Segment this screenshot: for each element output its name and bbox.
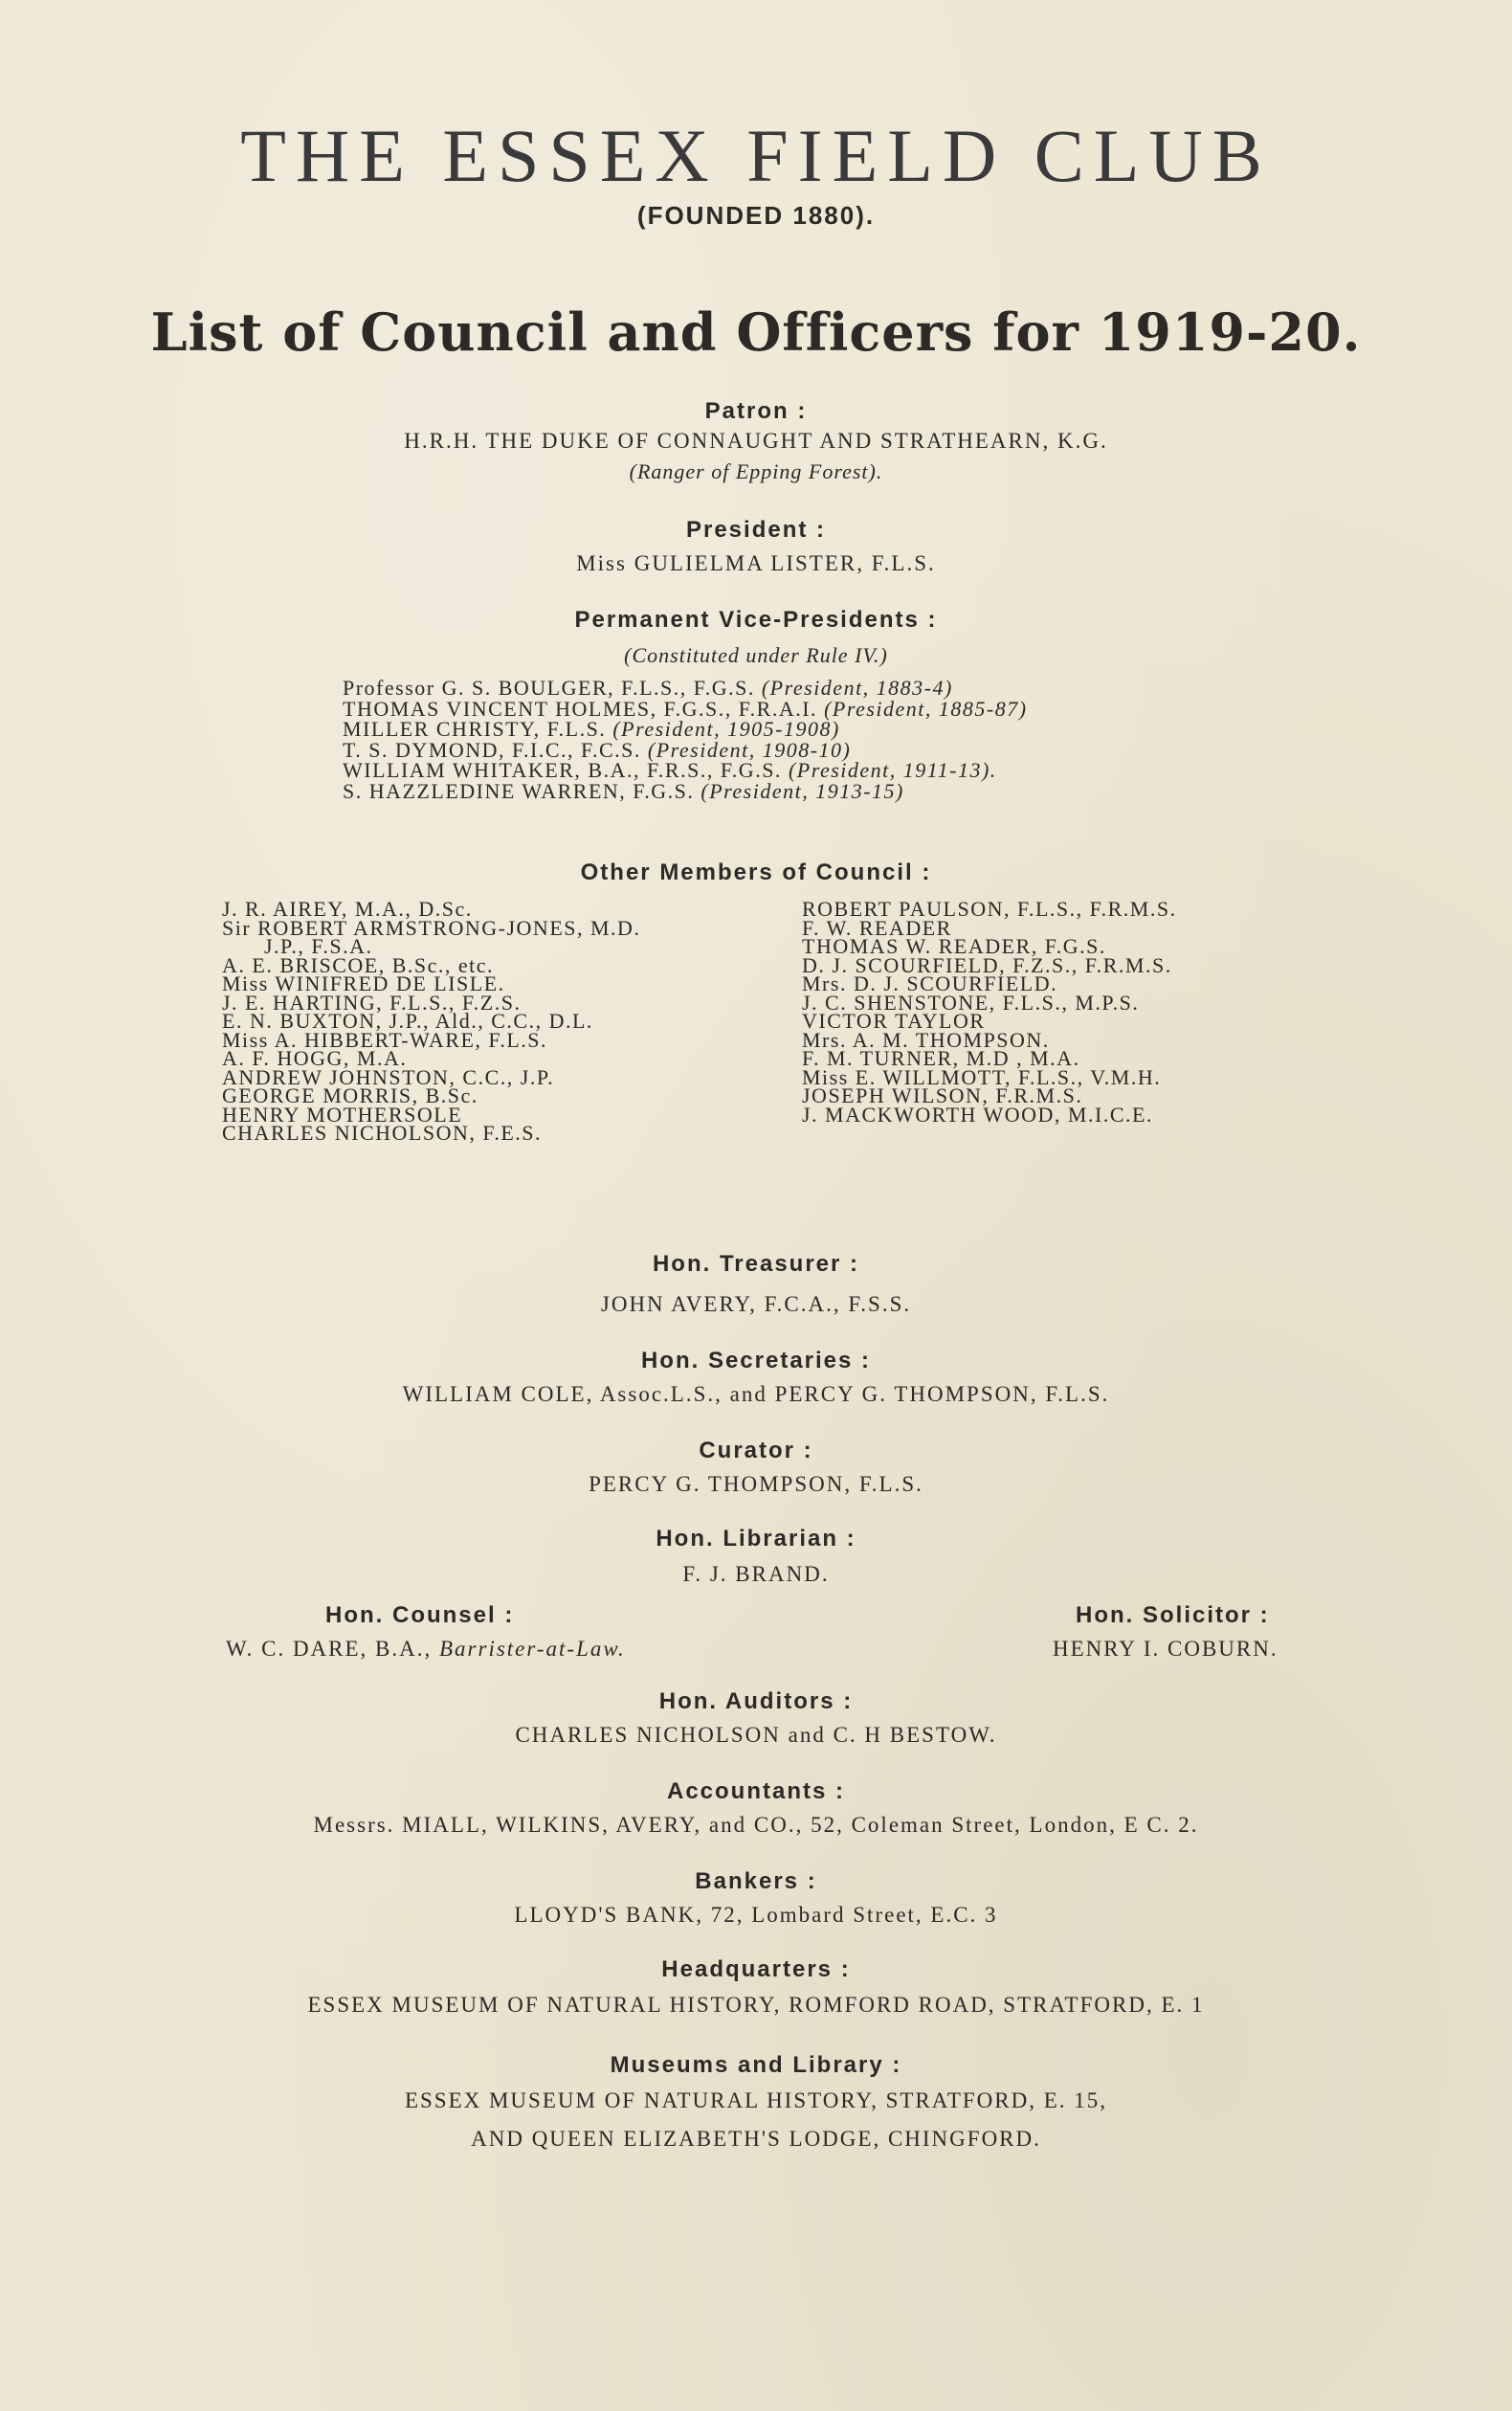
- list-item: A. F. HOGG, M.A.: [222, 1046, 408, 1070]
- counsel-heading: Hon. Counsel :: [325, 1602, 515, 1628]
- president-name: Miss GULIELMA LISTER, F.L.S.: [576, 551, 936, 575]
- president-heading: President :: [685, 517, 827, 543]
- patron-heading: Patron :: [704, 398, 808, 424]
- counsel-name: W. C. DARE, B.A., Barrister-at-Law.: [226, 1637, 626, 1661]
- list-item: E. N. BUXTON, J.P., Ald., C.C., D.L.: [222, 1009, 593, 1033]
- list-item: ANDREW JOHNSTON, C.C., J.P.: [222, 1064, 555, 1089]
- museums-line-2: AND QUEEN ELIZABETH'S LODGE, CHINGFORD.: [471, 2127, 1041, 2151]
- curator-name: PERCY G. THOMPSON, F.L.S.: [589, 1472, 923, 1496]
- list-item: D. J. SCOURFIELD, F.Z.S., F.R.M.S.: [802, 952, 1172, 977]
- list-item: Miss WINIFRED DE LISLE.: [222, 971, 505, 995]
- bankers-heading: Bankers :: [695, 1868, 817, 1894]
- librarian-heading: Hon. Librarian :: [656, 1526, 856, 1552]
- list-item: S. HAZZLEDINE WARREN, F.G.S. (President, 1913-15): [343, 778, 904, 803]
- list-item: Miss E. WILLMOTT, F.L.S., V.M.H.: [802, 1064, 1162, 1089]
- list-item: Miss A. HIBBERT-WARE, F.L.S.: [222, 1027, 548, 1052]
- list-item: JOSEPH WILSON, F.R.M.S.: [802, 1083, 1083, 1107]
- list-title: List of Council and Officers for 1919-20.: [150, 301, 1362, 363]
- treasurer-name: JOHN AVERY, F.C.A., F.S.S.: [600, 1292, 912, 1316]
- list-item: J. R. AIREY, M.A., D.Sc.: [222, 897, 473, 921]
- list-item: A. E. BRISCOE, B.Sc., etc.: [222, 952, 495, 977]
- list-item: Professor G. S. BOULGER, F.L.S., F.G.S. (President, 1883-4): [343, 676, 953, 700]
- list-item: Mrs. A. M. THOMPSON.: [802, 1027, 1050, 1052]
- secretaries-name: WILLIAM COLE, Assoc.L.S., and PERCY G. THOMPSON, F.L.S.: [402, 1382, 1110, 1406]
- founded-note: (FOUNDED 1880).: [636, 201, 876, 230]
- museums-heading: Museums and Library :: [610, 2052, 902, 2078]
- list-item: HENRY MOTHERSOLE: [222, 1102, 463, 1127]
- auditors-name: CHARLES NICHOLSON and C. H BESTOW.: [515, 1723, 997, 1747]
- vice-presidents-heading: Permanent Vice-Presidents :: [574, 607, 938, 633]
- vice-presidents-note: (Constituted under Rule IV.): [624, 643, 888, 667]
- list-item: J. MACKWORTH WOOD, M.I.C.E.: [802, 1102, 1153, 1127]
- auditors-heading: Hon. Auditors :: [658, 1688, 854, 1714]
- list-item: Mrs. D. J. SCOURFIELD.: [802, 971, 1058, 995]
- list-item: ROBERT PAULSON, F.L.S., F.R.M.S.: [802, 897, 1177, 921]
- curator-heading: Curator :: [699, 1438, 813, 1463]
- list-item: WILLIAM WHITAKER, B.A., F.R.S., F.G.S. (President, 1911-13).: [343, 758, 997, 782]
- treasurer-heading: Hon. Treasurer :: [652, 1251, 860, 1277]
- list-item: F. W. READER: [802, 915, 952, 940]
- list-item: J.P., F.S.A.: [264, 934, 373, 958]
- secretaries-heading: Hon. Secretaries :: [640, 1348, 872, 1373]
- solicitor-name: HENRY I. COBURN.: [1053, 1637, 1279, 1661]
- list-item: J. E. HARTING, F.L.S., F.Z.S.: [222, 990, 522, 1015]
- list-item: F. M. TURNER, M.D , M.A.: [802, 1046, 1080, 1070]
- list-item: THOMAS VINCENT HOLMES, F.G.S., F.R.A.I. (President, 1885-87): [343, 696, 1028, 721]
- solicitor-heading: Hon. Solicitor :: [1076, 1602, 1270, 1628]
- museums-line-1: ESSEX MUSEUM OF NATURAL HISTORY, STRATFORD, E. 15,: [404, 2088, 1108, 2112]
- list-item: VICTOR TAYLOR: [802, 1009, 986, 1033]
- list-item: MILLER CHRISTY, F.L.S. (President, 1905-1908): [343, 717, 840, 741]
- list-item: T. S. DYMOND, F.I.C., F.C.S. (President, 1908-10): [343, 737, 852, 762]
- club-title: THE ESSEX FIELD CLUB: [240, 114, 1272, 197]
- list-item: Sir ROBERT ARMSTRONG-JONES, M.D.: [222, 915, 641, 940]
- council-right-column: [802, 897, 1177, 1127]
- patron-note: (Ranger of Epping Forest).: [629, 459, 883, 483]
- list-item: J. C. SHENSTONE, F.L.S., M.P.S.: [802, 990, 1140, 1015]
- headquarters-name: ESSEX MUSEUM OF NATURAL HISTORY, ROMFORD ROAD, STRATFORD, E. 1: [307, 1993, 1205, 2017]
- patron-name: H.R.H. THE DUKE OF CONNAUGHT AND STRATHEARN, K.G.: [404, 429, 1108, 453]
- accountants-name: Messrs. MIALL, WILKINS, AVERY, and CO., 52, Coleman Street, London, E C. 2.: [313, 1813, 1199, 1837]
- vice-presidents-list: [343, 678, 1028, 801]
- headquarters-heading: Headquarters :: [661, 1956, 851, 1982]
- accountants-heading: Accountants :: [666, 1778, 845, 1804]
- list-item: THOMAS W. READER, F.G.S.: [802, 934, 1106, 958]
- council-heading: Other Members of Council :: [580, 859, 932, 885]
- bankers-name: LLOYD'S BANK, 72, Lombard Street, E.C. 3: [514, 1903, 998, 1927]
- list-item: GEORGE MORRIS, B.Sc.: [222, 1083, 478, 1107]
- list-item: CHARLES NICHOLSON, F.E.S.: [222, 1121, 542, 1145]
- librarian-name: F. J. BRAND.: [682, 1562, 830, 1586]
- council-left-column: [222, 897, 641, 1145]
